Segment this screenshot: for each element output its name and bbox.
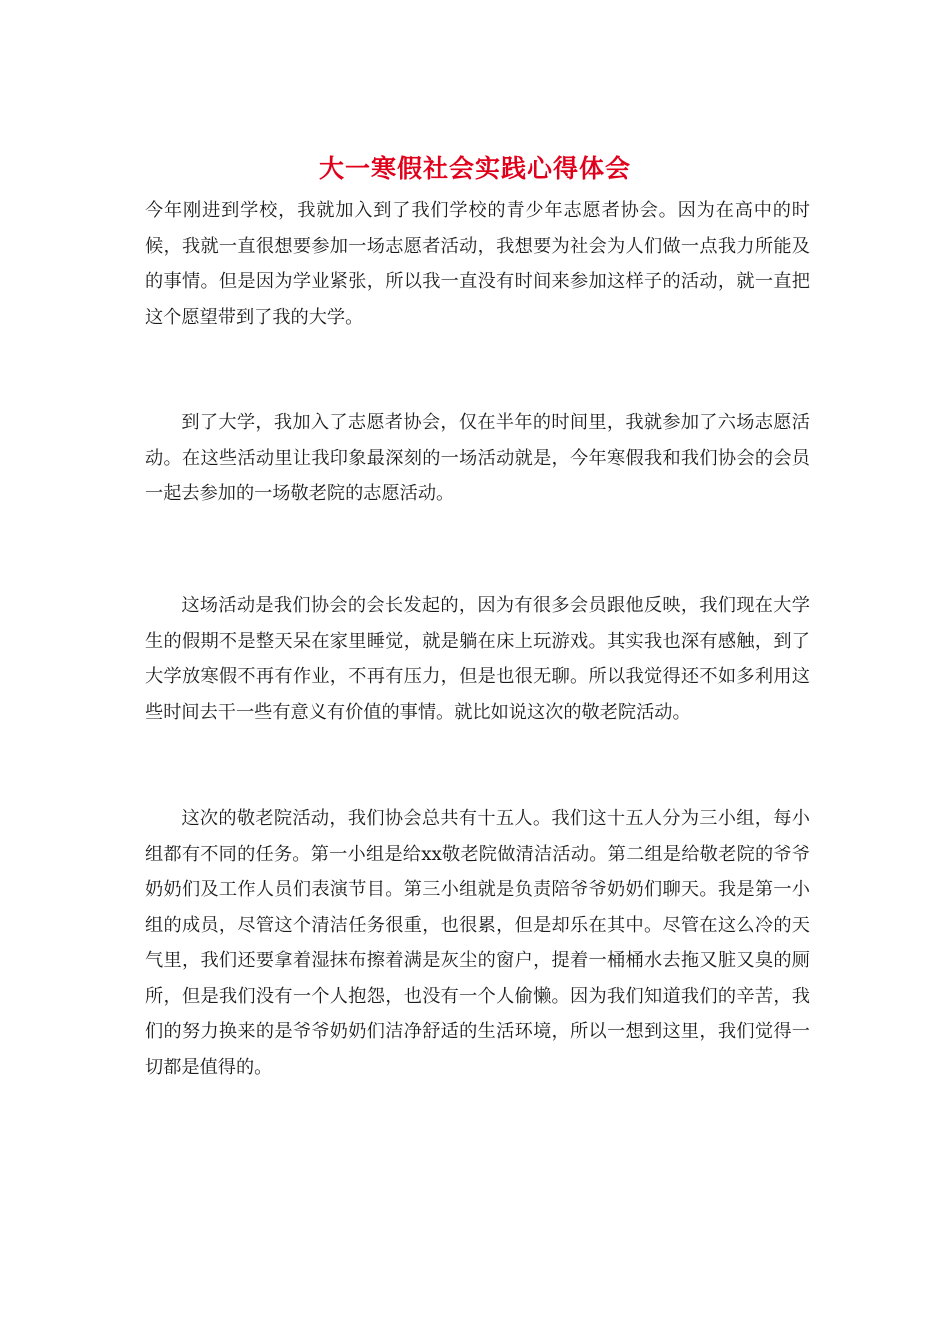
paragraph-4: 这次的敬老院活动，我们协会总共有十五人。我们这十五人分为三小组，每小组都有不同的任务。第一小组是给xx敬老院做清洁活动。第二组是给敬老院的爷爷奶奶们及工作人员们表演节目。第三小组就是负责陪爷爷奶奶们聊天。我是第一小组的成员，尽管这个清洁任务很重，也很累，但是却乐在其中。尽管在这么冷的天气里，我们还要拿着湿抹布擦着满是灰尘的窗户，提着一桶桶水去拖又脏又臭的厕所，但是我们没有一个人抱怨，也没有一个人偷懒。因为我们知道我们的辛苦，我们的努力换来的是爷爷奶奶们洁净舒适的生活环境，所以一想到这里，我们觉得一切都是值得的。 xyxy=(145,808,810,1078)
paragraph-3: 这场活动是我们协会的会长发起的，因为有很多会员跟他反映，我们现在大学生的假期不是整天呆在家里睡觉，就是躺在床上玩游戏。其实我也深有感触，到了大学放寒假不再有作业，不再有压力，但是也很无聊。所以我觉得还不如多利用这些时间去干一些有意义有价值的事情。就比如说这次的敬老院活动。 xyxy=(145,595,810,723)
document-title: 大一寒假社会实践心得体会 xyxy=(318,154,631,183)
paragraph-1: 今年刚进到学校，我就加入到了我们学校的青少年志愿者协会。因为在高中的时候，我就一直很想要参加一场志愿者活动，我想要为社会为人们做一点我力所能及的事情。但是因为学业紧张，所以我一直没有时间来参加这样子的活动，就一直把这个愿望带到了我的大学。 xyxy=(145,200,810,328)
paragraph-2: 到了大学，我加入了志愿者协会，仅在半年的时间里，我就参加了六场志愿活动。在这些活动里让我印象最深刻的一场活动就是，今年寒假我和我们协会的会员一起去参加的一场敬老院的志愿活动。 xyxy=(145,412,810,504)
